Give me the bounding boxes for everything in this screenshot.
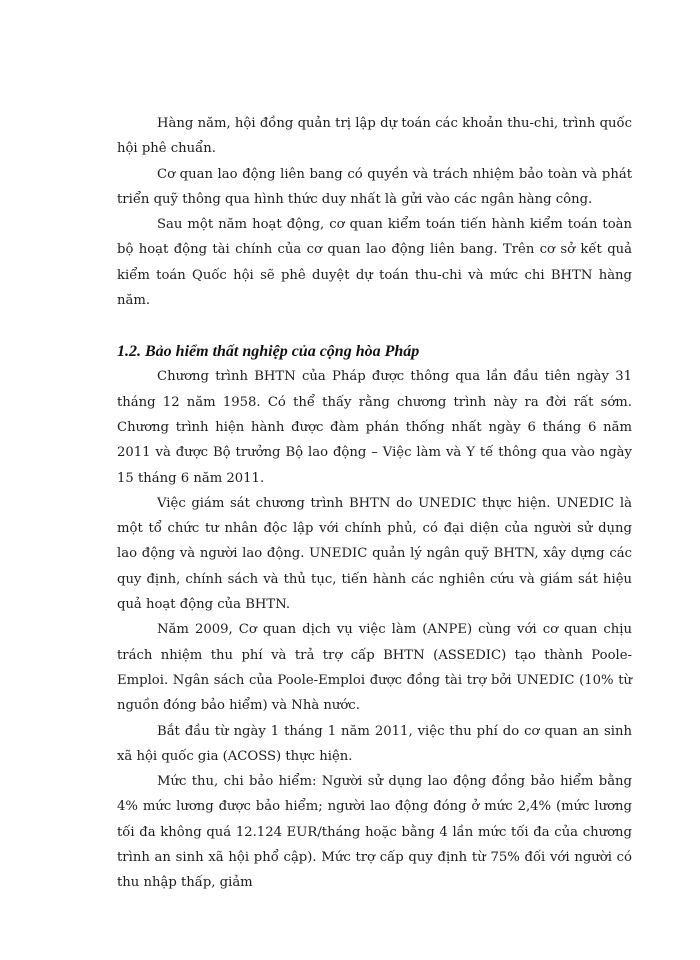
paragraph-audit: Sau một năm hoạt động, cơ quan kiểm toán tiến hành kiểm toán toàn bộ hoạt động tài chính của cơ quan lao động liên bang. Trên cơ sở kết quả kiểm toán Quốc hội sẽ phê duyệt dự toán thu-chi và mức chi BHTN hàng năm. [117,217,632,309]
paragraph-acoss-collection: Bắt đầu từ ngày 1 tháng 1 năm 2011, việc thu phí do cơ quan an sinh xã hội quốc gia (ACOSS) thực hiện. [117,723,632,764]
section-heading-france: 1.2. Bảo hiểm thất nghiệp của cộng hòa Pháp [117,343,420,361]
paragraph-unedic-supervision: Việc giám sát chương trình BHTN do UNEDIC thực hiện. UNEDIC là một tổ chức tư nhân độc lập với chính phủ, có đại diện của người sử dụng lao động và người lao động. UNEDIC quản lý ngân quỹ BHTN, xây dựng các quy định, chính sách và thủ tục, tiến hành các nghiên cứu và giám sát hiệu quả hoạt động của BHTN. [117,495,632,613]
paragraph-contribution-rates: Mức thu, chi bảo hiểm: Người sử dụng lao động đồng bảo hiểm bằng 4% mức lương được bảo hiểm; người lao động đóng ở mức 2,4% (mức lương tối đa không quá 12.124 EUR/tháng hoặc bằng 4 lần mức tối đa của chương trình an sinh xã hội phổ cập). Mức trợ cấp quy định từ 75% đối với người có thu nhập thấp, giảm [117,774,632,891]
paragraph-poole-emploi: Năm 2009, Cơ quan dịch vụ việc làm (ANPE) cùng với cơ quan chịu trách nhiệm thu phí và trả trợ cấp BHTN (ASSEDIC) tạo thành Poole-Emploi. Ngân sách của Poole-Emploi được đồng tài trợ bởi UNEDIC (10% từ nguồn đóng bảo hiểm) và Nhà nước. [117,622,632,714]
paragraph-fund-preservation: Cơ quan lao động liên bang có quyền và trách nhiệm bảo toàn và phát triển quỹ thông qua hình thức duy nhất là gửi vào các ngân hàng công. [117,166,632,207]
document-page [117,111,632,896]
paragraph-program-history: Chương trình BHTN của Pháp được thông qua lần đầu tiên ngày 31 tháng 12 năm 1958. Có thể thấy rằng chương trình này ra đời rất sớm. Chương trình hiện hành được đàm phán thống nhất ngày 6 tháng 6 năm 2011 và được Bộ trưởng Bộ lao động – Việc làm và Y tế thông qua vào ngày 15 tháng 6 năm 2011. [117,369,632,486]
paragraph-budget-approval: Hàng năm, hội đồng quản trị lập dự toán các khoản thu-chi, trình quốc hội phê chuẩn. [117,116,632,157]
